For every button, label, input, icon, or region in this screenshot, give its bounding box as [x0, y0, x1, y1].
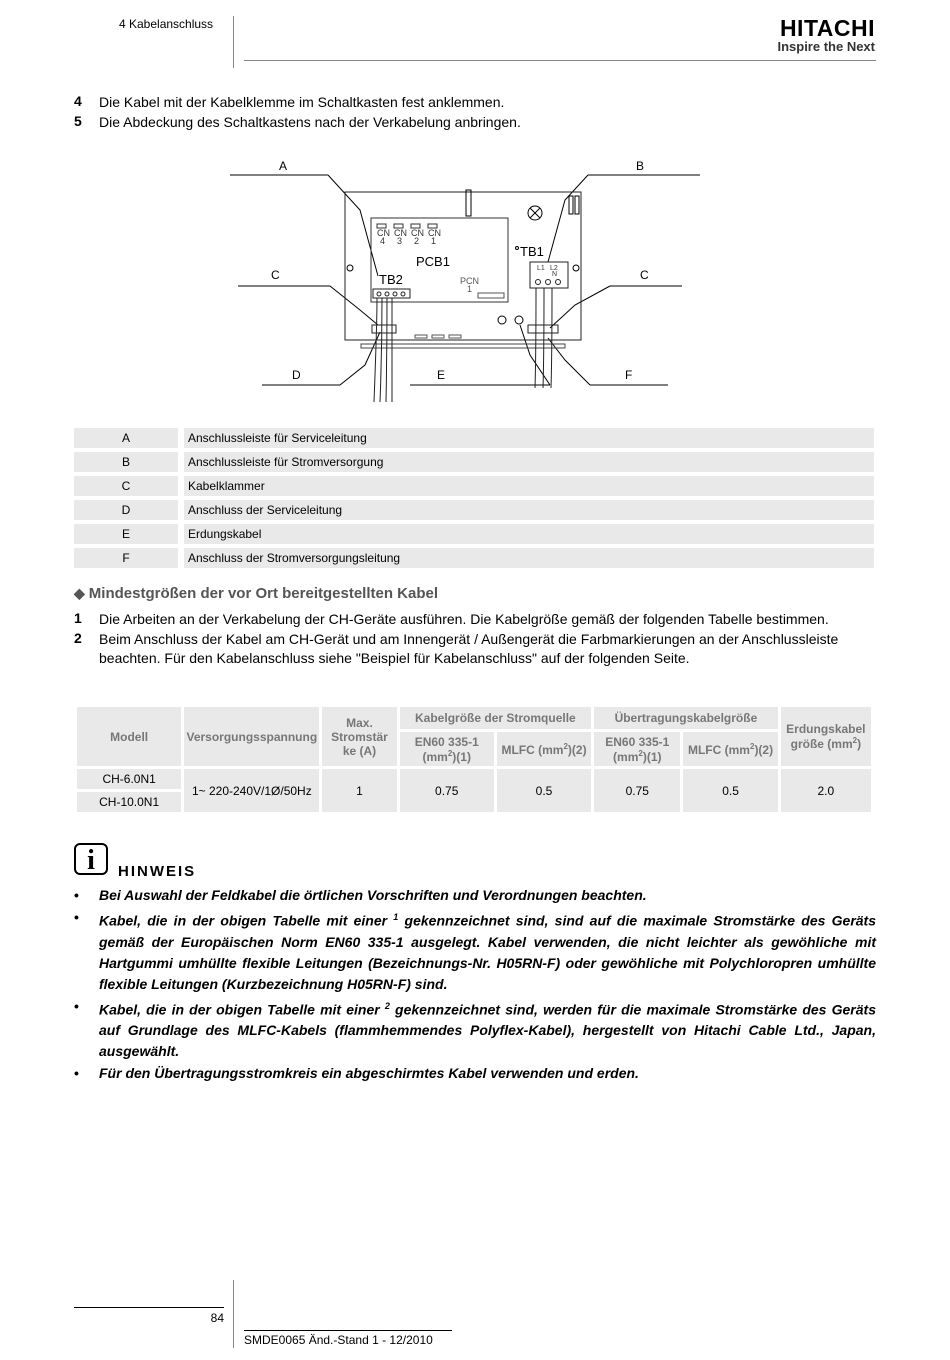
legend-key: A	[74, 428, 178, 448]
header-max-current: Max. Stromstär ke (A)	[322, 707, 396, 766]
pcb1-label: PCB1	[416, 254, 450, 269]
step-number: 2	[74, 630, 82, 646]
legend-value: Anschluss der Stromversorgungsleitung	[184, 548, 874, 568]
legend-value: Anschluss der Serviceleitung	[184, 500, 874, 520]
pcn-label: PCN	[460, 276, 480, 286]
note-item: • Kabel, die in der obigen Tabelle mit einer $^2$ gekennzeichnet sind, werden für die maximale Stromstärke des Geräts auf Grundlage des MLFC-Kabels (flammhemmendes Polyflex-Kabel), hergestellt von Hitachi Cable Ltd., Japan, ausgewählt.	[74, 997, 876, 1060]
fuse-holder	[569, 196, 573, 214]
step-text: Beim Anschluss der Kabel am CH-Gerät und am Innengerät / Außengerät die Farbmarkierungen an der Anschlussleiste beachten. Für den Kabelanschluss siehe "Beispiel für Kabelanschluss" auf der folgenden Seite.	[99, 631, 839, 666]
tb1-l2-label: L2	[550, 265, 558, 272]
info-icon: i	[74, 843, 108, 875]
callout-d: D	[292, 368, 301, 382]
model-cell: CH-10.0N1	[77, 792, 181, 812]
step-number: 5	[74, 113, 82, 129]
note-item	[74, 885, 876, 906]
header-ground-cable: Erdungskabel größe $(mm^2)$	[781, 707, 871, 766]
ground-screw-2	[515, 316, 523, 324]
legend-value: Anschlussleiste für Serviceleitung	[184, 428, 874, 448]
table-row	[74, 524, 874, 544]
step-text: Die Kabel mit der Kabelklemme im Schaltkasten fest anklemmen.	[99, 94, 505, 110]
mount-screw-right	[573, 265, 579, 271]
cn1-label: CN	[428, 228, 441, 238]
cn2-label: CN	[411, 228, 424, 238]
model-cell: CH-6.0N1	[77, 769, 181, 789]
header-voltage: Versorgungsspannung	[184, 707, 319, 766]
header-divider	[233, 16, 234, 68]
pcn-number: 1	[467, 284, 473, 294]
callout-leader-f	[548, 338, 590, 385]
mount-screw-left	[347, 265, 353, 271]
bullet-icon: •	[74, 1065, 79, 1082]
legend-table	[74, 424, 874, 572]
bullet-icon: •	[74, 909, 79, 925]
cn4-number: 4	[380, 236, 386, 246]
note-text: Für den Übertragungsstromkreis ein abgeschirmtes Kabel verwenden und erden.	[99, 1065, 639, 1082]
header-trans-en60: EN60 335-1 $(mm^2)(1)$	[594, 732, 680, 766]
callout-leader-c-right	[550, 286, 610, 328]
cable-clamp-right	[528, 325, 558, 333]
page-number: 84	[210, 1311, 224, 1325]
header-trans-mlfc: MLFC $(mm^2)(2)$	[683, 732, 777, 766]
tb1-n-label: N	[552, 271, 558, 278]
callout-e: E	[437, 368, 446, 382]
document-id: SMDE0065 Änd.-Stand 1 - 12/2010	[244, 1333, 433, 1347]
callout-leader-b	[548, 175, 588, 262]
cn3-number: 3	[397, 236, 403, 246]
table-row	[74, 500, 874, 520]
step-number: 1	[74, 610, 82, 626]
hitachi-logo	[755, 16, 875, 54]
header-power-mlfc: MLFC $(mm^2)(2)$	[497, 732, 591, 766]
table-row	[74, 428, 874, 448]
section-title	[74, 585, 438, 602]
header-rule	[244, 60, 876, 61]
cn4-label: CN	[377, 228, 390, 238]
ground-screw	[498, 316, 506, 324]
section-header: 4 Kabelanschluss	[119, 17, 214, 31]
step-number: 4	[74, 93, 82, 109]
callout-b: B	[636, 159, 645, 173]
legend-key: F	[74, 548, 178, 568]
step-text: Die Abdeckung des Schaltkastens nach der Verkabelung anbringen.	[99, 114, 521, 130]
legend-value: Erdungskabel	[184, 524, 874, 544]
table-row	[77, 769, 871, 789]
section-title-text: Mindestgrößen der vor Ort bereitgestellten Kabel	[88, 585, 439, 602]
footer-rule-right	[244, 1330, 452, 1331]
callout-c-left: C	[271, 268, 280, 282]
ground-cell: 2.0	[781, 769, 871, 812]
note-item: • Kabel, die in der obigen Tabelle mit einer $^1$ gekennzeichnet sind, sind auf die maximale Stromstärke des Geräts gemäß der Europäischen Norm EN60 335-1 ausgelegt. Kabel verwenden, die nicht leichter als gewöhliche mit Hartgummi umhüllte flexible Leitungen (Bezeichnungs-Nr. H05RN-F) oder gewöhliche mit Polychloropren umhüllte flexible Leitungen (Kurzbezeichnung H05RN-F) sind.	[74, 909, 876, 992]
legend-key: B	[74, 452, 178, 472]
power-cable	[535, 288, 552, 388]
step-text: Die Arbeiten an der Verkabelung der CH-Geräte ausführen. Die Kabelgröße gemäß der folgenden Tabelle bestimmen.	[99, 611, 829, 627]
tb2-label: TB2	[379, 272, 403, 287]
footer-rule-left	[74, 1307, 224, 1308]
legend-key: C	[74, 476, 178, 496]
note-item	[74, 1063, 876, 1084]
trans-en60-cell: 0.75	[594, 769, 680, 812]
note-list	[74, 885, 876, 1084]
table-row	[74, 452, 874, 472]
header-power-en60: EN60 335-1 $(mm^2)(1)$	[400, 732, 494, 766]
trans-mlfc-cell: 0.5	[683, 769, 777, 812]
footer-divider	[233, 1280, 234, 1348]
tb1-dot	[516, 247, 519, 250]
logo-name: HITACHI	[779, 15, 875, 41]
control-box	[345, 192, 581, 340]
cn1-number: 1	[431, 236, 437, 246]
table-row	[74, 548, 874, 568]
header-power-cable: Kabelgröße der Stromquelle	[400, 707, 592, 729]
logo-tagline: Inspire the Next	[777, 39, 875, 54]
note-text: Bei Auswahl der Feldkabel die örtlichen Vorschriften und Verordnungen beachten.	[99, 887, 647, 903]
max-current-cell: 1	[322, 769, 396, 812]
voltage-cell: 1~ 220-240V/1Ø/50Hz	[184, 769, 319, 812]
header-transmission-cable: Übertragungskabelgröße	[594, 707, 778, 729]
legend-value: Anschlussleiste für Stromversorgung	[184, 452, 874, 472]
wiring-diagram	[230, 150, 710, 405]
callout-a: A	[279, 159, 288, 173]
power-en60-cell: 0.75	[400, 769, 494, 812]
diamond-icon: ◆	[74, 585, 85, 601]
power-mlfc-cell: 0.5	[497, 769, 591, 812]
legend-key: E	[74, 524, 178, 544]
tb1-label: TB1	[520, 244, 544, 259]
legend-key: D	[74, 500, 178, 520]
mounting-stud	[466, 190, 471, 216]
note-title: HINWEIS	[118, 863, 197, 880]
bullet-icon: •	[74, 997, 79, 1014]
service-cable	[374, 298, 392, 402]
cable-size-table	[74, 704, 874, 815]
tb1-l1-label: L1	[537, 265, 545, 272]
cn2-number: 2	[414, 236, 420, 246]
pcn-connector	[478, 293, 504, 298]
table-row	[74, 476, 874, 496]
legend-value: Kabelklammer	[184, 476, 874, 496]
callout-c-right: C	[640, 268, 649, 282]
cn3-label: CN	[394, 228, 407, 238]
bullet-icon: •	[74, 887, 79, 903]
header-model: Modell	[77, 707, 181, 766]
callout-f: F	[625, 368, 633, 382]
